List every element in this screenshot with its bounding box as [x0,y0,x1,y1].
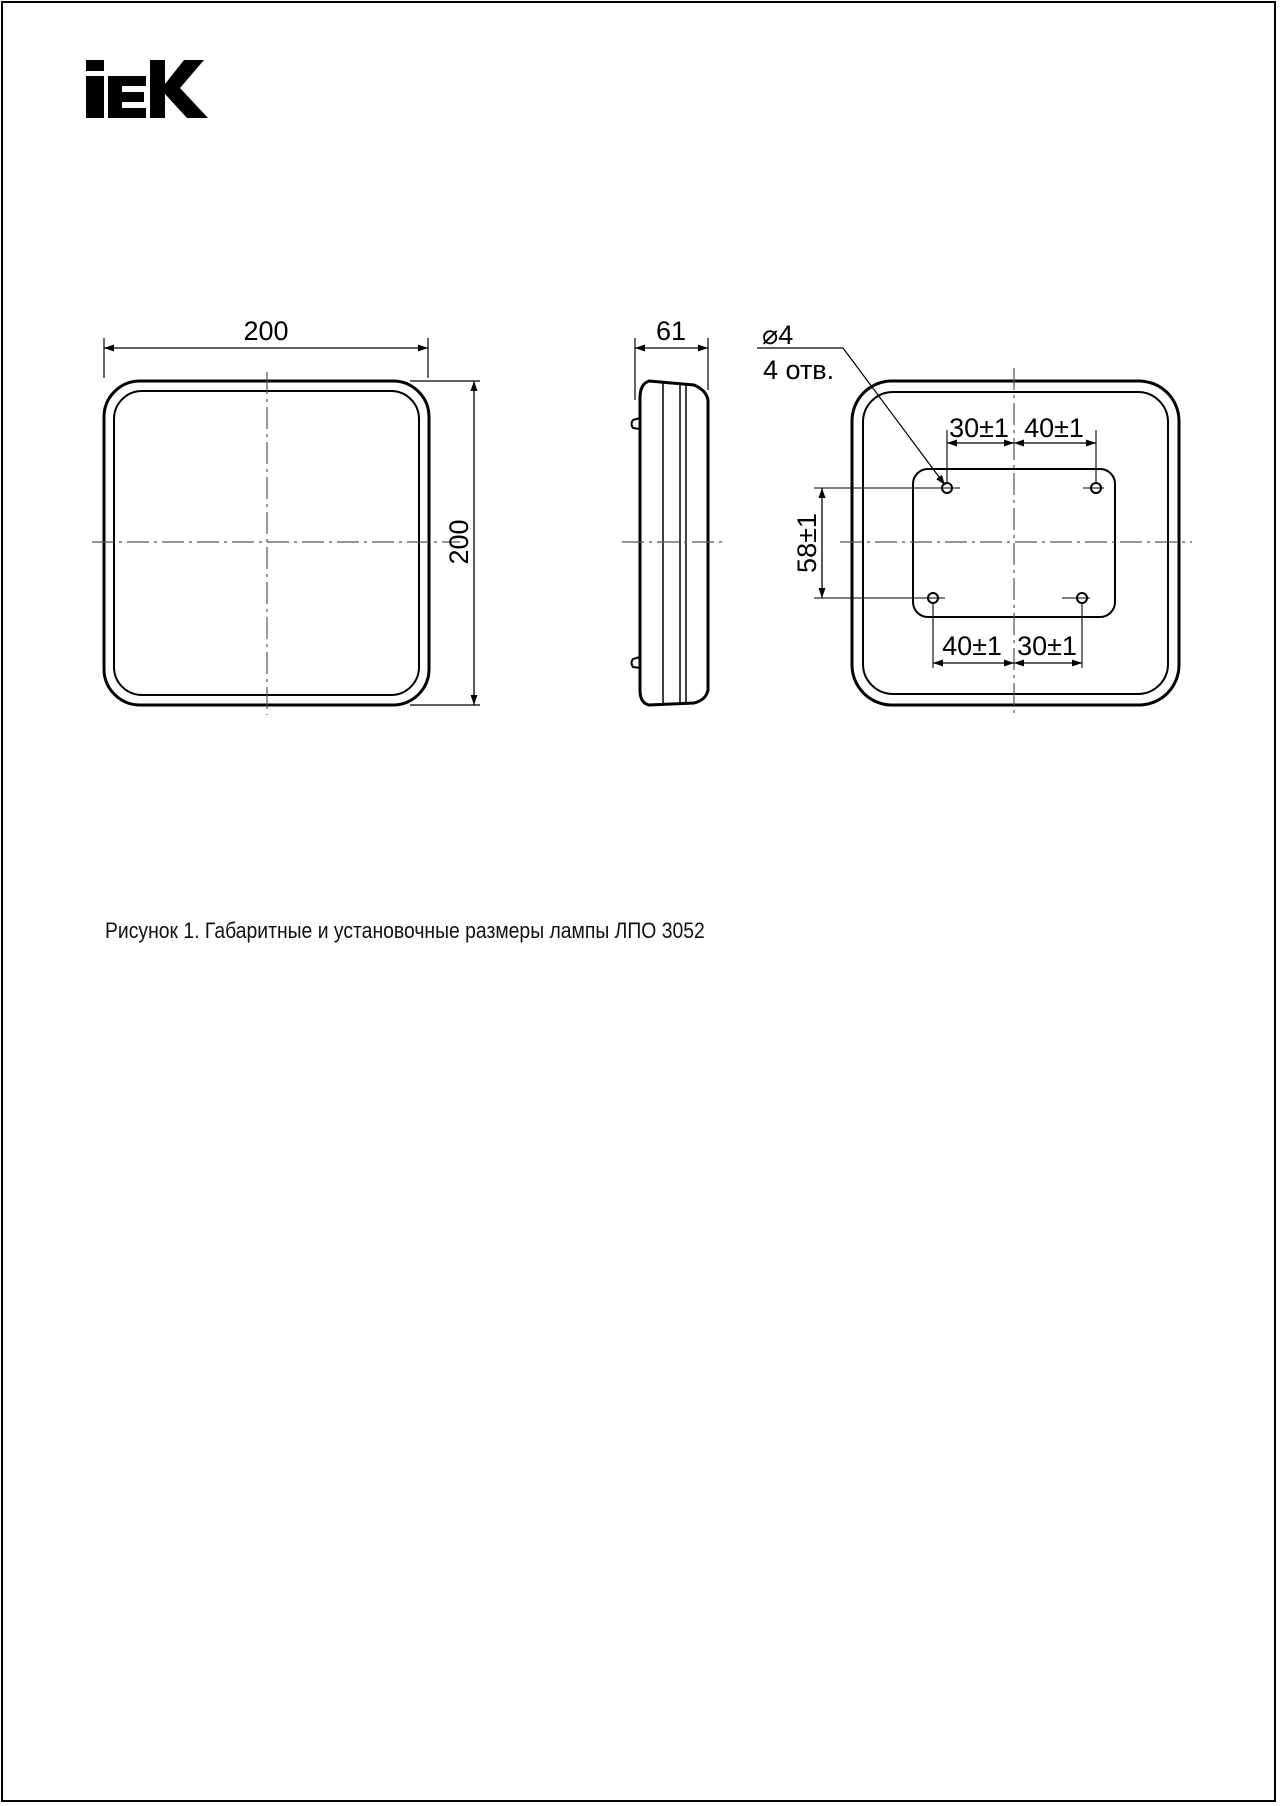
front-width-label: 200 [243,316,289,346]
hole-count-label: 4 отв. [763,355,835,385]
front-view [92,338,480,715]
vertical-spacing-label: 58±1 [792,513,822,573]
back-view [840,368,1192,718]
figure-caption: Рисунок 1. Габаритные и установочные размеры лампы ЛПО 3052 [105,918,705,943]
vertical-spacing-dim [814,488,942,598]
top-right-offset-label: 40±1 [1024,413,1084,443]
hole-diameter-label: ⌀4 [762,320,794,350]
top-left-offset-label: 30±1 [949,413,1009,443]
bottom-left-offset-label: 40±1 [942,631,1002,661]
bottom-right-offset-label: 30±1 [1017,631,1077,661]
side-depth-label: 61 [655,316,687,346]
side-view [622,338,726,705]
front-height-label: 200 [444,519,474,565]
